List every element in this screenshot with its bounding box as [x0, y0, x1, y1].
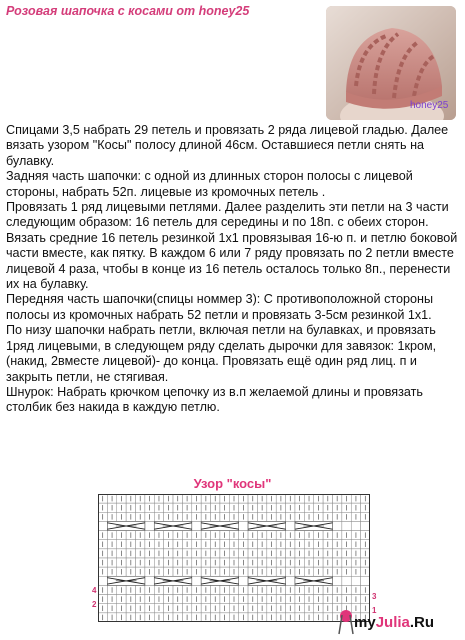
grid-cell: [361, 576, 370, 585]
pattern-chart: [98, 494, 370, 622]
needles-icon: [337, 609, 355, 635]
hat-photo: [326, 6, 456, 120]
grid-cell: [192, 576, 201, 585]
grid-cell: [239, 576, 248, 585]
instructions-text: [6, 123, 458, 416]
logo-ru: .Ru: [409, 614, 435, 631]
grid-cell: [351, 576, 360, 585]
grid-cell: [239, 521, 248, 530]
pattern-title: Узор "косы": [193, 476, 272, 491]
grid-cell: [145, 521, 154, 530]
logo-julia: Julia: [375, 614, 410, 631]
grid-cell: [342, 521, 351, 530]
grid-cell: [98, 576, 107, 585]
grid-cell: [192, 521, 201, 530]
site-logo: [354, 614, 434, 631]
pattern-grid: [98, 494, 370, 622]
grid-cell: [332, 576, 341, 585]
grid-cell: [361, 521, 370, 530]
grid-cell: [351, 521, 360, 530]
row-label-4: 4: [92, 586, 97, 595]
photo-watermark: honey25: [410, 100, 449, 111]
grid-cell: [286, 576, 295, 585]
paragraph: Шнурок: Набрать крючком цепочку из в.п желаемой длины и провязать столбик без накида в каждую петлю.: [6, 384, 423, 415]
row-label-3: 3: [372, 592, 377, 601]
row-label-1: 1: [372, 606, 377, 615]
logo-my: my: [354, 614, 376, 631]
paragraph: Провязать 1 ряд лицевыми петлями. Далее разделить эти петли на 3 части следующим образом: 16 петель для середины и по 18п. с обеих сторон. Вязать средние 16 петель резинкой 1х1 провязывая 16-ю п. и петлю боковой части вместе, как пятку. В каждом 6 или 7 ряду провязать по 2 петли вместе лицевой 4 раза, чтобы в конце из 16 петель осталось только 8п., перенести их на булавку.: [6, 200, 458, 292]
paragraph: По низу шапочки набрать петли, включая петли на булавках, и провязать 1ряд лицевыми, в следующем ряду сделать дырочки для завязок: 1кром, (накид, 2вместе лицевой)- до конца. Провязать ещё один ряд лиц. п и закрыть петли, не стягивая.: [6, 323, 437, 384]
grid-cell: [342, 576, 351, 585]
grid-cell: [286, 521, 295, 530]
row-label-2: 2: [92, 600, 97, 609]
paragraph: Передняя часть шапочки(спицы номмер 3): С противоположной стороны полосы из кромочных набрать 52 петли и провязать 3-5см резинкой 1х1.: [6, 292, 434, 322]
grid-cell: [145, 576, 154, 585]
page-title: Розовая шапочка с косами от honey25: [6, 4, 250, 18]
paragraph: Задняя часть шапочки: с одной из длинных сторон полосы с лицевой стороны, набрать 52п. лицевые из кромочных петель .: [6, 169, 413, 199]
paragraph: Спицами 3,5 набрать 29 петель и провязать 2 ряда лицевой гладью. Далее вязать узором "Косы" полосу длиной 46см. Оставшиеся петли снять на булавку.: [6, 123, 449, 168]
grid-cell: [332, 521, 341, 530]
grid-cell: [98, 521, 107, 530]
hat-photo-image: [326, 6, 456, 120]
